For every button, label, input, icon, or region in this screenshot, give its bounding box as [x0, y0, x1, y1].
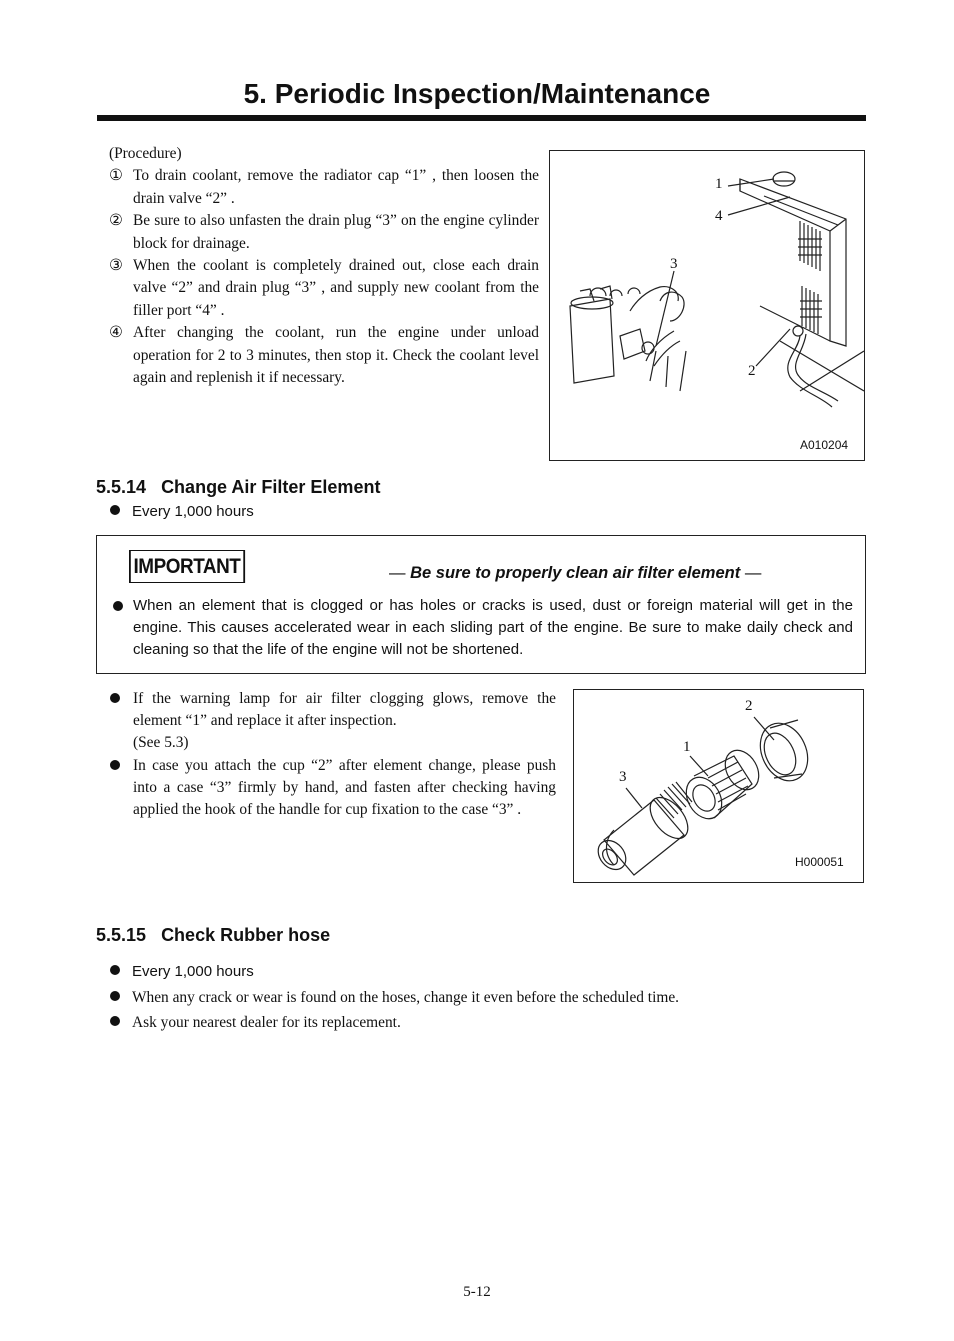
- step-number: ①: [109, 167, 123, 185]
- dash-right: —: [744, 564, 762, 582]
- bullet-icon: [110, 991, 120, 1001]
- item-text: In case you attach the cup “2” after element change, please push into a case “3” firmly by hand, and fasten after checking having applied the hook of the handle for cup fixation to the case “3” .: [133, 756, 556, 819]
- figure-label: 1: [683, 739, 691, 755]
- procedure-block: [109, 143, 539, 389]
- interval-line: [110, 963, 254, 980]
- interval-text: Every 1,000 hours: [132, 503, 254, 520]
- page-title: 5. Periodic Inspection/Maintenance: [243, 78, 711, 109]
- important-text-block: [133, 595, 853, 661]
- bullet-icon: [110, 760, 120, 770]
- section-heading: [96, 925, 330, 946]
- step-number: ③: [109, 257, 123, 275]
- air-filter-figure: [573, 689, 864, 883]
- figure-code: A010204: [800, 438, 849, 452]
- list-item: [110, 1014, 401, 1032]
- step-number: ②: [109, 212, 123, 230]
- bullet-icon: [110, 965, 120, 975]
- bullet-icon: [110, 693, 120, 703]
- important-caption: [389, 564, 761, 583]
- radiator-figure: [549, 150, 865, 461]
- list-item: [110, 755, 556, 822]
- section-title: Check Rubber hose: [161, 925, 331, 945]
- bullet-icon: [113, 601, 123, 611]
- page-number: 5-12: [463, 1284, 491, 1300]
- item-text: If the warning lamp for air filter clogging glows, remove the element “1” and replace it after inspection.: [133, 690, 556, 730]
- procedure-step: [109, 255, 539, 322]
- figure-label: 1: [715, 176, 723, 192]
- procedure-step: [109, 210, 539, 255]
- procedure-heading: (Procedure): [109, 145, 182, 162]
- step-text: After changing the coolant, run the engine under unload operation for 2 to 3 minutes, then stop it. Check the coolant level again and replenish it if necessary.: [133, 324, 539, 387]
- interval-line: [110, 503, 254, 520]
- important-notice: [96, 535, 866, 674]
- procedure-step: [109, 165, 539, 210]
- procedure-step: [109, 322, 539, 389]
- figure-label: 2: [748, 363, 756, 379]
- interval-text: Every 1,000 hours: [132, 963, 254, 980]
- bullet-icon: [110, 505, 120, 515]
- figure-label: 4: [715, 208, 723, 224]
- title-rule: [97, 115, 866, 121]
- figure-label: 3: [619, 769, 627, 785]
- important-badge: IMPORTANT: [129, 550, 245, 583]
- important-text: When an element that is clogged or has holes or cracks is used, dust or foreign material will get in the engine. This causes accelerated wear in each sliding part of the engine. Be sure to make daily check and cleaning so that the life of the engine will not be shortened.: [133, 597, 853, 658]
- step-text: To drain coolant, remove the radiator cap “1” , then loosen the drain valve “2” .: [133, 167, 539, 207]
- dash-left: —: [389, 564, 406, 582]
- section-title: Change Air Filter Element: [161, 477, 381, 497]
- item-text: When any crack or wear is found on the hoses, change it even before the scheduled time.: [132, 989, 680, 1006]
- section-number: 5.5.15: [96, 925, 147, 945]
- bullet-icon: [110, 1016, 120, 1026]
- item-text: Ask your nearest dealer for its replacement.: [132, 1014, 401, 1031]
- list-item: [110, 989, 679, 1007]
- figure-label: 2: [745, 698, 753, 714]
- step-number: ④: [109, 324, 123, 342]
- figure-code: H000051: [795, 855, 844, 869]
- step-text: When the coolant is completely drained out, close each drain valve “2” and drain plug “3” , and supply new coolant from the filler port “4” .: [133, 257, 539, 319]
- figure-label: 3: [670, 256, 678, 272]
- radiator-illustration: [550, 151, 864, 460]
- air-filter-illustration: [574, 690, 863, 882]
- step-text: Be sure to also unfasten the drain plug “3” on the engine cylinder block for drainage.: [133, 212, 539, 252]
- list-item: [110, 688, 556, 755]
- air-filter-instructions: [110, 688, 556, 821]
- item-note: (See 5.3): [133, 734, 189, 752]
- section-number: 5.5.14: [96, 477, 147, 497]
- section-heading: [96, 477, 380, 498]
- caption-text: Be sure to properly clean air filter element: [410, 564, 741, 582]
